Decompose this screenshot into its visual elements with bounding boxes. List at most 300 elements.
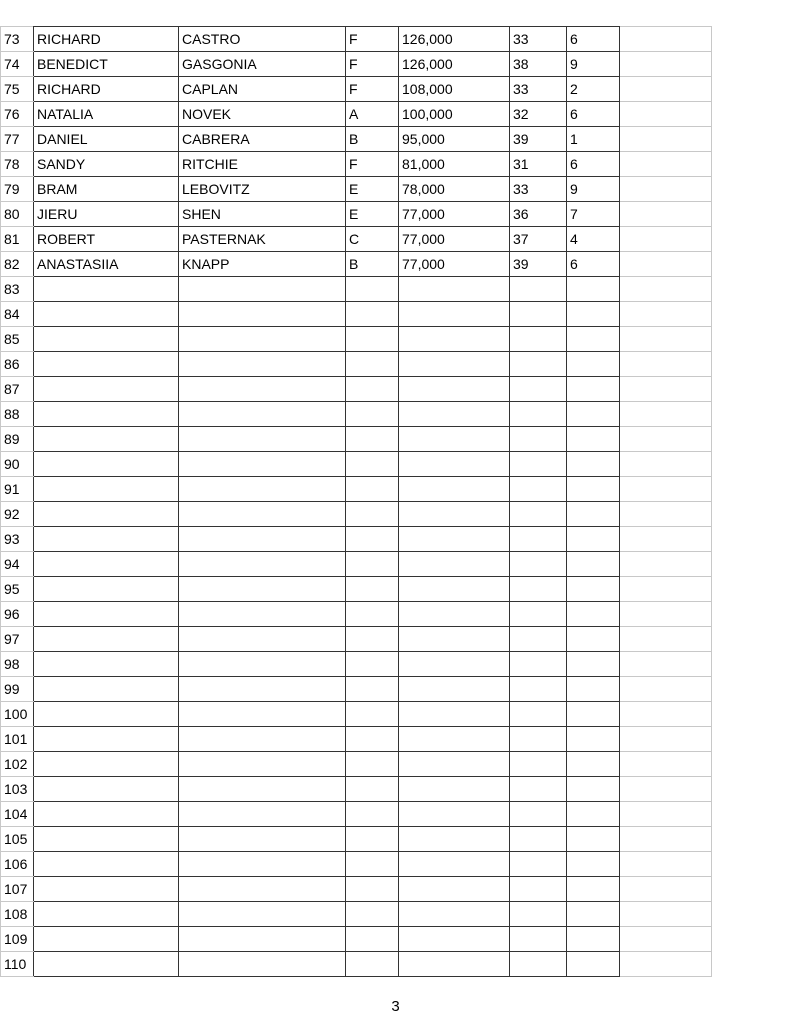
last-name-cell[interactable] — [179, 752, 346, 777]
age-cell[interactable]: 39 — [510, 127, 567, 152]
rank-cell[interactable] — [567, 527, 620, 552]
rank-cell[interactable] — [567, 802, 620, 827]
amount-cell[interactable] — [399, 627, 510, 652]
amount-cell[interactable] — [399, 727, 510, 752]
grade-cell[interactable] — [346, 452, 399, 477]
rank-cell[interactable] — [567, 502, 620, 527]
first-name-cell[interactable] — [34, 777, 179, 802]
grade-cell[interactable] — [346, 327, 399, 352]
rank-cell[interactable] — [567, 727, 620, 752]
row-number: 86 — [1, 352, 34, 377]
table-row — [1, 452, 712, 477]
grade-cell[interactable] — [346, 352, 399, 377]
age-cell[interactable] — [510, 802, 567, 827]
amount-cell[interactable]: 126,000 — [399, 52, 510, 77]
age-cell[interactable] — [510, 502, 567, 527]
empty-cell[interactable] — [620, 777, 712, 802]
amount-cell[interactable] — [399, 352, 510, 377]
grade-cell[interactable] — [346, 952, 399, 977]
rank-cell[interactable]: 9 — [567, 177, 620, 202]
last-name-cell[interactable] — [179, 702, 346, 727]
grade-cell[interactable] — [346, 277, 399, 302]
rank-cell[interactable] — [567, 477, 620, 502]
age-cell[interactable] — [510, 352, 567, 377]
amount-cell[interactable]: 108,000 — [399, 77, 510, 102]
grade-cell[interactable] — [346, 477, 399, 502]
first-name-cell[interactable]: RICHARD — [34, 77, 179, 102]
grade-cell[interactable] — [346, 427, 399, 452]
amount-cell[interactable] — [399, 402, 510, 427]
table-row — [1, 502, 712, 527]
amount-cell[interactable] — [399, 477, 510, 502]
first-name-cell[interactable] — [34, 927, 179, 952]
grade-cell[interactable] — [346, 502, 399, 527]
amount-cell[interactable] — [399, 502, 510, 527]
grade-cell[interactable] — [346, 802, 399, 827]
amount-cell[interactable] — [399, 427, 510, 452]
rank-cell[interactable] — [567, 852, 620, 877]
empty-cell[interactable] — [620, 727, 712, 752]
empty-cell[interactable] — [620, 827, 712, 852]
rank-cell[interactable] — [567, 702, 620, 727]
last-name-cell[interactable] — [179, 502, 346, 527]
age-cell[interactable] — [510, 677, 567, 702]
age-cell[interactable]: 36 — [510, 202, 567, 227]
grade-cell[interactable] — [346, 902, 399, 927]
row-number: 74 — [1, 52, 34, 77]
rank-cell[interactable]: 4 — [567, 227, 620, 252]
empty-cell[interactable] — [620, 902, 712, 927]
grade-cell[interactable] — [346, 377, 399, 402]
empty-cell[interactable] — [620, 152, 712, 177]
rank-cell[interactable] — [567, 627, 620, 652]
first-name-cell[interactable] — [34, 602, 179, 627]
last-name-cell[interactable] — [179, 602, 346, 627]
empty-cell[interactable] — [620, 227, 712, 252]
last-name-cell[interactable] — [179, 552, 346, 577]
amount-cell[interactable] — [399, 827, 510, 852]
amount-cell[interactable] — [399, 577, 510, 602]
grade-cell[interactable]: C — [346, 227, 399, 252]
row-number: 84 — [1, 302, 34, 327]
table-row — [1, 277, 712, 302]
age-cell[interactable]: 37 — [510, 227, 567, 252]
first-name-cell[interactable] — [34, 302, 179, 327]
grade-cell[interactable]: F — [346, 52, 399, 77]
amount-cell[interactable] — [399, 552, 510, 577]
table-row — [1, 302, 712, 327]
age-cell[interactable] — [510, 727, 567, 752]
last-name-cell[interactable] — [179, 377, 346, 402]
last-name-cell[interactable] — [179, 902, 346, 927]
rank-cell[interactable] — [567, 427, 620, 452]
amount-cell[interactable] — [399, 702, 510, 727]
grade-cell[interactable] — [346, 652, 399, 677]
age-cell[interactable] — [510, 577, 567, 602]
last-name-cell[interactable]: CASTRO — [179, 27, 346, 52]
amount-cell[interactable] — [399, 877, 510, 902]
first-name-cell[interactable]: BRAM — [34, 177, 179, 202]
age-cell[interactable]: 33 — [510, 27, 567, 52]
grade-cell[interactable] — [346, 702, 399, 727]
age-cell[interactable] — [510, 552, 567, 577]
table-row — [1, 352, 712, 377]
amount-cell[interactable]: 77,000 — [399, 227, 510, 252]
empty-cell[interactable] — [620, 352, 712, 377]
rank-cell[interactable] — [567, 277, 620, 302]
table-row — [1, 577, 712, 602]
last-name-cell[interactable] — [179, 802, 346, 827]
rank-cell[interactable] — [567, 352, 620, 377]
grade-cell[interactable] — [346, 827, 399, 852]
age-cell[interactable] — [510, 877, 567, 902]
last-name-cell[interactable] — [179, 452, 346, 477]
first-name-cell[interactable]: BENEDICT — [34, 52, 179, 77]
first-name-cell[interactable] — [34, 902, 179, 927]
empty-cell[interactable] — [620, 477, 712, 502]
amount-cell[interactable] — [399, 752, 510, 777]
rank-cell[interactable] — [567, 602, 620, 627]
first-name-cell[interactable] — [34, 852, 179, 877]
empty-cell[interactable] — [620, 527, 712, 552]
age-cell[interactable] — [510, 602, 567, 627]
empty-cell[interactable] — [620, 402, 712, 427]
rank-cell[interactable]: 1 — [567, 127, 620, 152]
age-cell[interactable] — [510, 477, 567, 502]
first-name-cell[interactable] — [34, 952, 179, 977]
empty-cell[interactable] — [620, 52, 712, 77]
last-name-cell[interactable] — [179, 652, 346, 677]
grade-cell[interactable] — [346, 552, 399, 577]
grade-cell[interactable] — [346, 777, 399, 802]
grade-cell[interactable]: F — [346, 152, 399, 177]
row-number: 110 — [1, 952, 34, 977]
grade-cell[interactable]: B — [346, 127, 399, 152]
amount-cell[interactable]: 100,000 — [399, 102, 510, 127]
amount-cell[interactable] — [399, 952, 510, 977]
amount-cell[interactable]: 95,000 — [399, 127, 510, 152]
first-name-cell[interactable] — [34, 802, 179, 827]
first-name-cell[interactable] — [34, 477, 179, 502]
age-cell[interactable]: 38 — [510, 52, 567, 77]
rank-cell[interactable] — [567, 927, 620, 952]
empty-cell[interactable] — [620, 127, 712, 152]
amount-cell[interactable] — [399, 327, 510, 352]
empty-cell[interactable] — [620, 427, 712, 452]
empty-cell[interactable] — [620, 202, 712, 227]
amount-cell[interactable] — [399, 602, 510, 627]
rank-cell[interactable]: 7 — [567, 202, 620, 227]
age-cell[interactable] — [510, 427, 567, 452]
age-cell[interactable] — [510, 902, 567, 927]
row-number: 107 — [1, 877, 34, 902]
empty-cell[interactable] — [620, 452, 712, 477]
last-name-cell[interactable] — [179, 527, 346, 552]
age-cell[interactable] — [510, 827, 567, 852]
amount-cell[interactable] — [399, 302, 510, 327]
first-name-cell[interactable]: JIERU — [34, 202, 179, 227]
rank-cell[interactable] — [567, 902, 620, 927]
age-cell[interactable] — [510, 752, 567, 777]
grade-cell[interactable] — [346, 302, 399, 327]
first-name-cell[interactable] — [34, 402, 179, 427]
grade-cell[interactable]: E — [346, 177, 399, 202]
row-number: 102 — [1, 752, 34, 777]
row-number: 101 — [1, 727, 34, 752]
age-cell[interactable] — [510, 402, 567, 427]
first-name-cell[interactable] — [34, 577, 179, 602]
age-cell[interactable] — [510, 627, 567, 652]
age-cell[interactable]: 39 — [510, 252, 567, 277]
last-name-cell[interactable]: LEBOVITZ — [179, 177, 346, 202]
rank-cell[interactable] — [567, 877, 620, 902]
amount-cell[interactable]: 77,000 — [399, 252, 510, 277]
amount-cell[interactable]: 78,000 — [399, 177, 510, 202]
first-name-cell[interactable] — [34, 277, 179, 302]
empty-cell[interactable] — [620, 502, 712, 527]
first-name-cell[interactable] — [34, 652, 179, 677]
amount-cell[interactable] — [399, 677, 510, 702]
table-row — [1, 752, 712, 777]
rank-cell[interactable] — [567, 677, 620, 702]
rank-cell[interactable] — [567, 777, 620, 802]
empty-cell[interactable] — [620, 27, 712, 52]
age-cell[interactable] — [510, 327, 567, 352]
last-name-cell[interactable] — [179, 852, 346, 877]
empty-cell[interactable] — [620, 927, 712, 952]
first-name-cell[interactable] — [34, 552, 179, 577]
first-name-cell[interactable] — [34, 827, 179, 852]
last-name-cell[interactable] — [179, 477, 346, 502]
grade-cell[interactable] — [346, 852, 399, 877]
age-cell[interactable] — [510, 702, 567, 727]
age-cell[interactable] — [510, 777, 567, 802]
row-number: 82 — [1, 252, 34, 277]
grade-cell[interactable]: F — [346, 27, 399, 52]
rank-cell[interactable] — [567, 652, 620, 677]
first-name-cell[interactable] — [34, 352, 179, 377]
table-row — [1, 527, 712, 552]
amount-cell[interactable] — [399, 452, 510, 477]
first-name-cell[interactable]: RICHARD — [34, 27, 179, 52]
row-number: 93 — [1, 527, 34, 552]
age-cell[interactable] — [510, 652, 567, 677]
grade-cell[interactable] — [346, 877, 399, 902]
rank-cell[interactable]: 2 — [567, 77, 620, 102]
last-name-cell[interactable] — [179, 577, 346, 602]
age-cell[interactable] — [510, 527, 567, 552]
last-name-cell[interactable] — [179, 627, 346, 652]
grade-cell[interactable] — [346, 677, 399, 702]
first-name-cell[interactable] — [34, 452, 179, 477]
empty-cell[interactable] — [620, 577, 712, 602]
row-number: 89 — [1, 427, 34, 452]
first-name-cell[interactable]: NATALIA — [34, 102, 179, 127]
age-cell[interactable] — [510, 302, 567, 327]
last-name-cell[interactable] — [179, 352, 346, 377]
first-name-cell[interactable]: DANIEL — [34, 127, 179, 152]
first-name-cell[interactable]: SANDY — [34, 152, 179, 177]
age-cell[interactable]: 33 — [510, 77, 567, 102]
first-name-cell[interactable] — [34, 752, 179, 777]
first-name-cell[interactable] — [34, 877, 179, 902]
grade-cell[interactable]: F — [346, 77, 399, 102]
rank-cell[interactable] — [567, 952, 620, 977]
empty-cell[interactable] — [620, 277, 712, 302]
rank-cell[interactable] — [567, 402, 620, 427]
empty-cell[interactable] — [620, 552, 712, 577]
table-row — [1, 127, 712, 152]
table-row — [1, 802, 712, 827]
table-row — [1, 377, 712, 402]
age-cell[interactable]: 33 — [510, 177, 567, 202]
age-cell[interactable] — [510, 277, 567, 302]
last-name-cell[interactable] — [179, 327, 346, 352]
amount-cell[interactable] — [399, 802, 510, 827]
grade-cell[interactable] — [346, 402, 399, 427]
table-row — [1, 327, 712, 352]
last-name-cell[interactable]: GASGONIA — [179, 52, 346, 77]
first-name-cell[interactable] — [34, 702, 179, 727]
first-name-cell[interactable] — [34, 527, 179, 552]
amount-cell[interactable] — [399, 527, 510, 552]
first-name-cell[interactable]: ROBERT — [34, 227, 179, 252]
empty-cell[interactable] — [620, 102, 712, 127]
empty-cell[interactable] — [620, 327, 712, 352]
row-number: 109 — [1, 927, 34, 952]
empty-cell[interactable] — [620, 302, 712, 327]
row-number: 98 — [1, 652, 34, 677]
grade-cell[interactable] — [346, 527, 399, 552]
rank-cell[interactable] — [567, 552, 620, 577]
amount-cell[interactable] — [399, 277, 510, 302]
last-name-cell[interactable]: NOVEK — [179, 102, 346, 127]
age-cell[interactable] — [510, 852, 567, 877]
first-name-cell[interactable] — [34, 427, 179, 452]
empty-cell[interactable] — [620, 177, 712, 202]
grade-cell[interactable] — [346, 927, 399, 952]
empty-cell[interactable] — [620, 852, 712, 877]
empty-cell[interactable] — [620, 802, 712, 827]
empty-cell[interactable] — [620, 677, 712, 702]
rank-cell[interactable]: 6 — [567, 152, 620, 177]
first-name-cell[interactable] — [34, 627, 179, 652]
grade-cell[interactable]: E — [346, 202, 399, 227]
grade-cell[interactable] — [346, 602, 399, 627]
rank-cell[interactable] — [567, 577, 620, 602]
last-name-cell[interactable] — [179, 427, 346, 452]
last-name-cell[interactable] — [179, 952, 346, 977]
last-name-cell[interactable]: CAPLAN — [179, 77, 346, 102]
last-name-cell[interactable] — [179, 727, 346, 752]
row-number: 91 — [1, 477, 34, 502]
rank-cell[interactable] — [567, 377, 620, 402]
last-name-cell[interactable] — [179, 877, 346, 902]
row-number: 79 — [1, 177, 34, 202]
grade-cell[interactable]: A — [346, 102, 399, 127]
age-cell[interactable]: 32 — [510, 102, 567, 127]
grade-cell[interactable]: B — [346, 252, 399, 277]
amount-cell[interactable]: 126,000 — [399, 27, 510, 52]
amount-cell[interactable] — [399, 377, 510, 402]
amount-cell[interactable] — [399, 652, 510, 677]
grade-cell[interactable] — [346, 727, 399, 752]
rank-cell[interactable] — [567, 327, 620, 352]
rank-cell[interactable] — [567, 452, 620, 477]
rank-cell[interactable]: 6 — [567, 102, 620, 127]
table-row — [1, 402, 712, 427]
amount-cell[interactable] — [399, 902, 510, 927]
last-name-cell[interactable]: PASTERNAK — [179, 227, 346, 252]
empty-cell[interactable] — [620, 602, 712, 627]
empty-cell[interactable] — [620, 627, 712, 652]
last-name-cell[interactable] — [179, 402, 346, 427]
first-name-cell[interactable] — [34, 502, 179, 527]
last-name-cell[interactable]: KNAPP — [179, 252, 346, 277]
rank-cell[interactable]: 6 — [567, 27, 620, 52]
row-number: 87 — [1, 377, 34, 402]
age-cell[interactable] — [510, 927, 567, 952]
table-row — [1, 652, 712, 677]
first-name-cell[interactable] — [34, 677, 179, 702]
table-row — [1, 627, 712, 652]
amount-cell[interactable] — [399, 927, 510, 952]
last-name-cell[interactable]: CABRERA — [179, 127, 346, 152]
amount-cell[interactable]: 81,000 — [399, 152, 510, 177]
age-cell[interactable] — [510, 952, 567, 977]
last-name-cell[interactable]: SHEN — [179, 202, 346, 227]
last-name-cell[interactable] — [179, 927, 346, 952]
last-name-cell[interactable] — [179, 302, 346, 327]
row-number: 90 — [1, 452, 34, 477]
amount-cell[interactable] — [399, 852, 510, 877]
amount-cell[interactable] — [399, 777, 510, 802]
first-name-cell[interactable] — [34, 377, 179, 402]
last-name-cell[interactable]: RITCHIE — [179, 152, 346, 177]
rank-cell[interactable] — [567, 752, 620, 777]
grade-cell[interactable] — [346, 752, 399, 777]
last-name-cell[interactable] — [179, 827, 346, 852]
rank-cell[interactable]: 6 — [567, 252, 620, 277]
row-number: 73 — [1, 27, 34, 52]
row-number: 96 — [1, 602, 34, 627]
row-number: 99 — [1, 677, 34, 702]
age-cell[interactable] — [510, 452, 567, 477]
empty-cell[interactable] — [620, 652, 712, 677]
rank-cell[interactable] — [567, 302, 620, 327]
first-name-cell[interactable] — [34, 327, 179, 352]
age-cell[interactable] — [510, 377, 567, 402]
empty-cell[interactable] — [620, 952, 712, 977]
first-name-cell[interactable] — [34, 727, 179, 752]
age-cell[interactable]: 31 — [510, 152, 567, 177]
rank-cell[interactable]: 9 — [567, 52, 620, 77]
grade-cell[interactable] — [346, 627, 399, 652]
empty-cell[interactable] — [620, 252, 712, 277]
empty-cell[interactable] — [620, 752, 712, 777]
empty-cell[interactable] — [620, 702, 712, 727]
last-name-cell[interactable] — [179, 277, 346, 302]
amount-cell[interactable]: 77,000 — [399, 202, 510, 227]
last-name-cell[interactable] — [179, 677, 346, 702]
first-name-cell[interactable]: ANASTASIIA — [34, 252, 179, 277]
grade-cell[interactable] — [346, 577, 399, 602]
empty-cell[interactable] — [620, 877, 712, 902]
rank-cell[interactable] — [567, 827, 620, 852]
empty-cell[interactable] — [620, 77, 712, 102]
last-name-cell[interactable] — [179, 777, 346, 802]
empty-cell[interactable] — [620, 377, 712, 402]
